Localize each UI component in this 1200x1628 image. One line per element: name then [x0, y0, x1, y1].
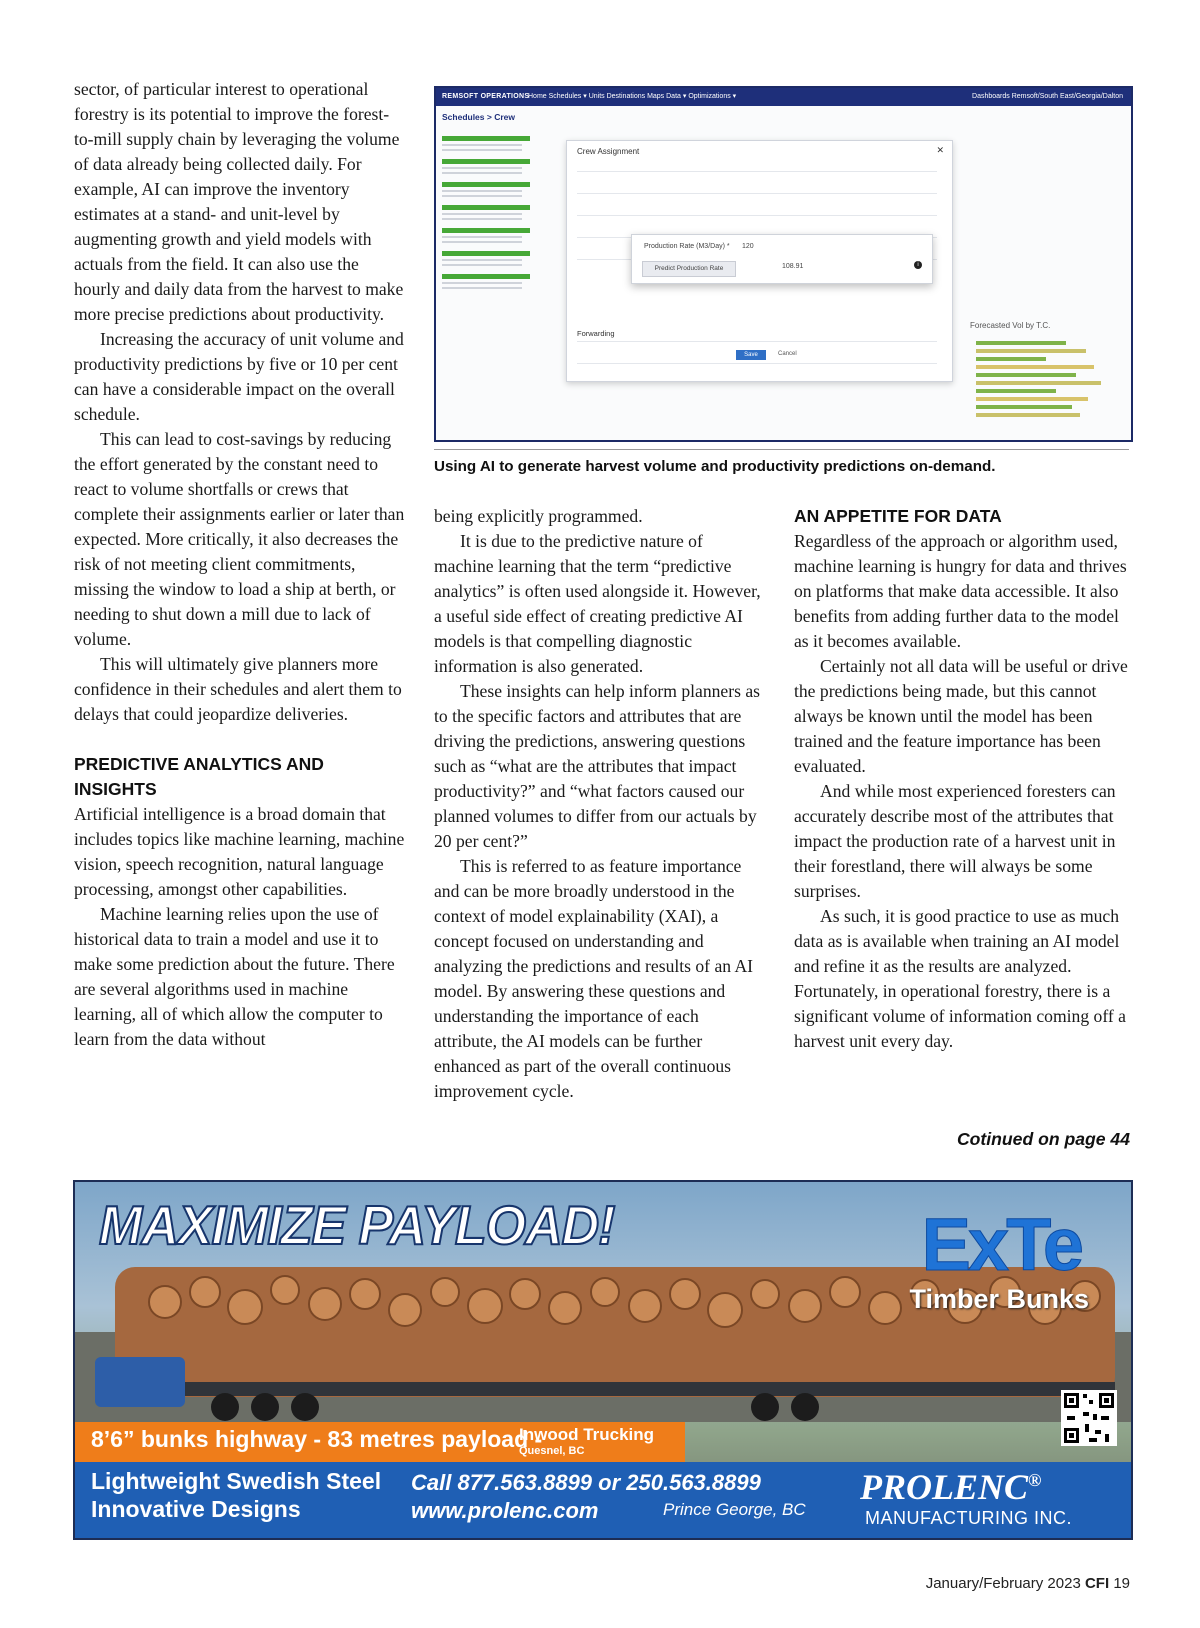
paragraph: being explicitly programmed.	[434, 506, 643, 526]
advertisement	[73, 1180, 1133, 1540]
page-footer	[926, 1575, 1130, 1592]
ad-website: www.prolenc.com	[411, 1498, 599, 1523]
ad-band-company: Inwood Trucking	[519, 1425, 655, 1444]
software-screenshot-figure	[434, 86, 1133, 442]
paragraph: Machine learning relies upon the use of historical data to train a model and use it to make some prediction about the future. There are several algorithms used in machine learning, all of which allow the computer to learn from the data without	[74, 904, 395, 1049]
ad-product: Timber Bunks	[909, 1284, 1089, 1314]
info-icon: i	[914, 261, 922, 269]
paragraph: These insights can help inform planners as to the specific factors and attributes that are driving the predictions, answering questions such as “what are the attributes that impact productivity?” and “what factors caused our planned volumes to differ from our actuals by 20 per cent?”	[434, 681, 760, 851]
forecast-chart	[964, 321, 1114, 431]
ad-blue-band	[75, 1462, 1131, 1538]
paragraph: Certainly not all data will be useful or drive the predictions being made, but this cannot always be known until the model has been trained and the feature importance has been evaluated.	[794, 656, 1128, 776]
predict-production-rate-button: Predict Production Rate	[642, 261, 736, 277]
app-navbar	[436, 88, 1131, 106]
prolenc-logo: PROLENC®	[860, 1467, 1042, 1507]
paragraph: sector, of particular interest to operational forestry is its potential to improve the forest-to-mill supply chain by leveraging the volume of data already being collected daily. For example, AI can improve the inventory estimates at a stand- and unit-level by augmenting growth and yield models with actuals from the field. It can also use the hourly and daily data from the harvest to make more precise predictions about productivity.	[74, 79, 404, 324]
caption-divider	[434, 449, 1129, 450]
paragraph: Artificial intelligence is a broad domain that includes topics like machine learning, machine vision, speech recognition, natural language processing, amongst other capabilities.	[74, 804, 405, 899]
crew-tree	[442, 128, 550, 428]
section-heading: PREDICTIVE ANALYTICS AND INSIGHTS	[74, 754, 324, 799]
ad-feature: Innovative Designs	[91, 1496, 301, 1522]
paragraph: Increasing the accuracy of unit volume and productivity predictions by five or 10 per cent can have a considerable impact on the overall schedule.	[74, 329, 404, 424]
app-brand: REMSOFT OPERATIONS	[442, 93, 530, 100]
modal-title: Crew Assignment	[577, 147, 640, 156]
ad-band-location: Quesnel, BC	[519, 1445, 585, 1457]
predicted-value: 108.91	[782, 263, 804, 270]
ad-band-text: 8’6” bunks highway - 83 metres payload -	[91, 1426, 543, 1452]
save-button: Save	[736, 350, 766, 360]
ad-feature: Lightweight Swedish Steel	[91, 1468, 382, 1494]
paragraph: This will ultimately give planners more confidence in their schedules and alert them to delays that could jeopardize deliveries.	[74, 654, 402, 724]
paragraph: And while most experienced foresters can accurately describe most of the attributes that impact the production rate of a harvest unit in their forestland, there will always be some surprises.	[794, 781, 1116, 901]
article-column-3	[794, 504, 1134, 1054]
cancel-button: Cancel	[778, 351, 797, 357]
ad-phone: Call 877.563.8899 or 250.563.8899	[411, 1470, 761, 1495]
continued-note: Cotinued on page 44	[956, 1129, 1130, 1149]
page-number: 19	[1113, 1575, 1130, 1592]
close-icon: ✕	[936, 145, 944, 155]
ad-orange-band	[75, 1422, 685, 1462]
app-nav-items: Home Schedules ▾ Units Destinations Maps Data ▾ Optimizations ▾	[528, 93, 737, 100]
section-forwarding: Forwarding	[577, 329, 615, 338]
magazine-name: CFI	[1084, 1575, 1110, 1592]
article-column-2	[434, 504, 764, 1104]
chart-title: Forecasted Vol by T.C.	[970, 321, 1051, 330]
ad-company-sub: MANUFACTURING INC.	[865, 1508, 1072, 1528]
paragraph: Regardless of the approach or algorithm used, machine learning is hungry for data and thrives on platforms that make data accessible. It also benefits from adding further data to the model as it becomes available.	[794, 531, 1127, 651]
paragraph: It is due to the predictive nature of machine learning that the term “predictive analytics” is often used alongside it. However, a useful side effect of creating predictive AI models is that compelling diagnostic information is also generated.	[434, 531, 761, 676]
figure-caption: Using AI to generate harvest volume and productivity predictions on-demand.	[434, 458, 996, 475]
paragraph: As such, it is good practice to use as much data as is available when training an AI model and refine it as the results are analyzed. Fortunately, in operational forestry, there is a significant volume of information coming off a harvest unit every day.	[794, 906, 1126, 1051]
ad-headline: MAXIMIZE PAYLOAD!	[99, 1195, 615, 1257]
section-heading: AN APPETITE FOR DATA	[794, 506, 1002, 526]
ad-city: Prince George, BC	[663, 1500, 806, 1519]
production-rate-popup	[631, 234, 933, 284]
issue-date: January/February 2023	[925, 1575, 1081, 1592]
breadcrumb: Schedules > Crew	[442, 112, 515, 122]
exte-logo: ExTe	[921, 1203, 1081, 1286]
popup-value: 120	[742, 243, 754, 250]
qr-code	[1061, 1390, 1117, 1446]
paragraph: This can lead to cost-savings by reducing the effort generated by the constant need to react to volume shortfalls or crews that complete their assignments earlier or later than expected. More critically, it also decreases the risk of not meeting client commitments, missing the window to load a ship at berth, or needing to shut down a mill due to lack of volume.	[74, 429, 405, 649]
app-nav-right: Dashboards Remsoft/South East/Georgia/Dalton	[972, 93, 1123, 100]
popup-label: Production Rate (M3/Day) *	[644, 243, 730, 250]
paragraph: This is referred to as feature importance and can be more broadly understood in the context of model explainability (XAI), a concept focused on understanding and analyzing the predictions and results of an AI model. By answering these questions and understanding the importance of each attribute, the AI models can be further enhanced as part of the overall continuous improvement cycle.	[434, 856, 754, 1101]
article-column-1	[74, 77, 406, 1052]
